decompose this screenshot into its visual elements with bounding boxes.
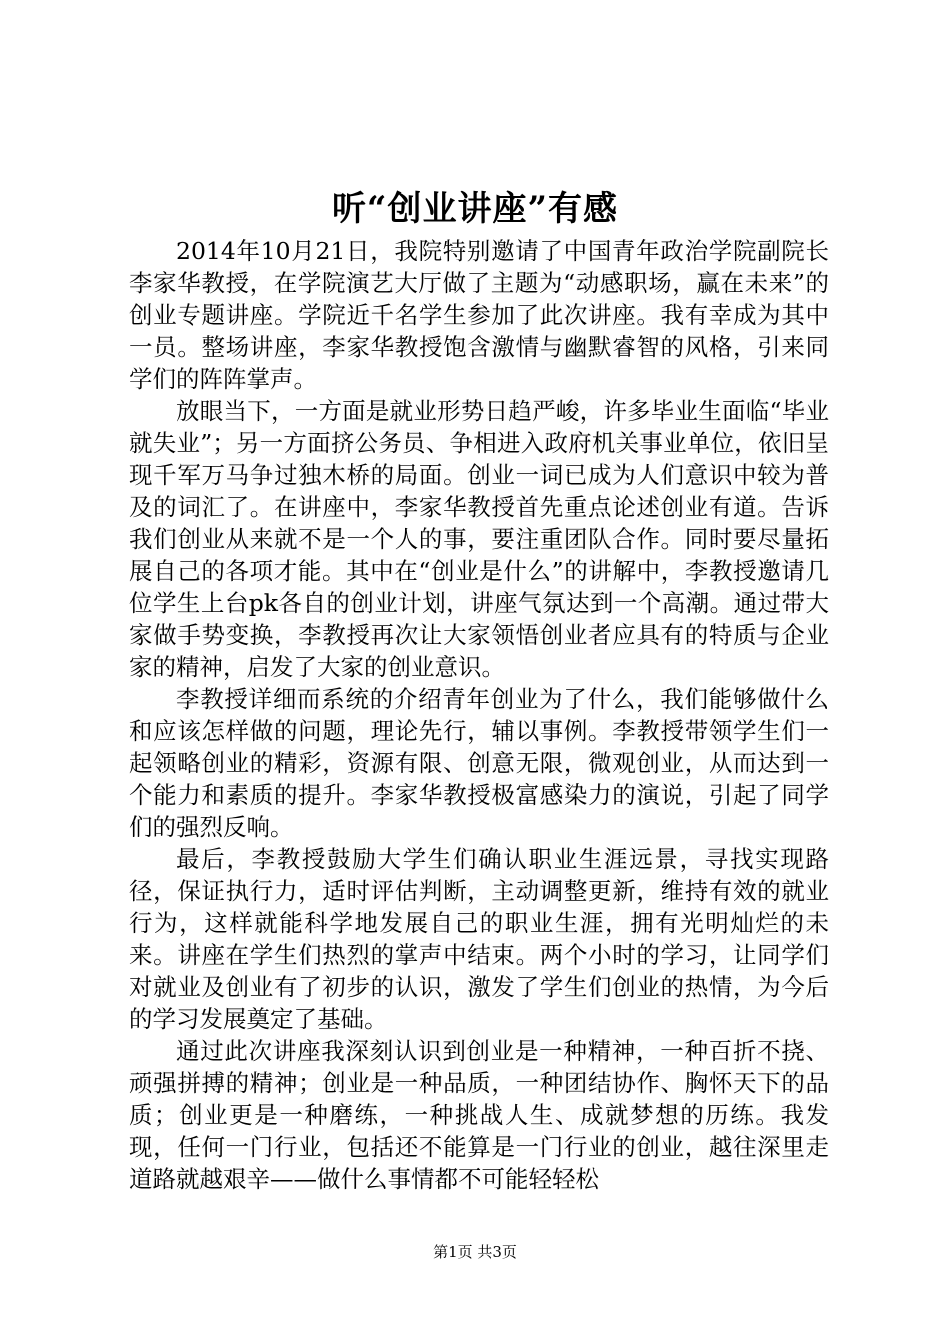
paragraph-1: 2014年10月21日，我院特别邀请了中国青年政治学院副院长李家华教授，在学院演艺大厅做了主题为“动感职场，赢在未来”的创业专题讲座。学院近千名学生参加了此次讲座。我有幸成为其中一员。整场讲座，李家华教授饱含激情与幽默睿智的风格，引来同学们的阵阵掌声。 <box>129 237 829 393</box>
document-title: 听“创业讲座”有感 <box>331 189 619 229</box>
paragraph-2: 放眼当下，一方面是就业形势日趋严峻，许多毕业生面临“毕业就失业”；另一方面挤公务员、争相进入政府机关事业单位，依旧呈现千军万马争过独木桥的局面。创业一词已成为人们意识中较为普及的词汇了。在讲座中，李家华教授首先重点论述创业有道。告诉我们创业从来就不是一个人的事，要注重团队合作。同时要尽量拓展自己的各项才能。其中在“创业是什么”的讲解中，李教授邀请几位学生上台pk各自的创业计划，讲座气氛达到一个高潮。通过带大家做手势变换，李教授再次让大家领悟创业者应具有的特质与企业家的精神，启发了大家的创业意识。 <box>129 397 829 681</box>
paragraph-3: 李教授详细而系统的介绍青年创业为了什么，我们能够做什么和应该怎样做的问题，理论先行，辅以事例。李教授带领学生们一起领略创业的精彩，资源有限、创意无限，微观创业，从而达到一个能力和素质的提升。李家华教授极富感染力的演说，引起了同学们的强烈反响。 <box>129 685 829 841</box>
document-body <box>129 235 829 1195</box>
paragraph-4: 最后，李教授鼓励大学生们确认职业生涯远景，寻找实现路径，保证执行力，适时评估判断，主动调整更新，维持有效的就业行为，这样就能科学地发展自己的职业生涯，拥有光明灿烂的未来。讲座在学生们热烈的掌声中结束。两个小时的学习，让同学们对就业及创业有了初步的认识，激发了学生们创业的热情，为今后的学习发展奠定了基础。 <box>129 845 829 1033</box>
paragraph-5: 通过此次讲座我深刻认识到创业是一种精神，一种百折不挠、顽强拼搏的精神；创业是一种品质，一种团结协作、胸怀天下的品质；创业更是一种磨练，一种挑战人生、成就梦想的历练。我发现，任何一门行业，包括还不能算是一门行业的创业，越往深里走道路就越艰辛——做什么事情都不可能轻轻松 <box>129 1037 829 1193</box>
page-footer: 第1页 共3页 <box>433 1243 517 1261</box>
